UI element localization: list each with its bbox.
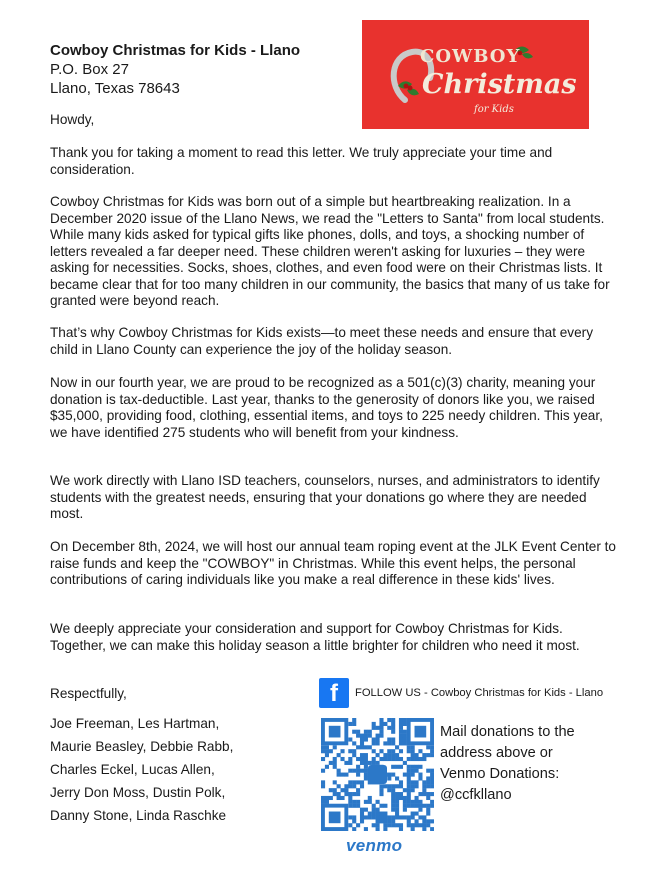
logo-word-for-kids: for Kids	[474, 104, 514, 115]
facebook-icon[interactable]	[319, 678, 349, 708]
paragraph-origin-story: Cowboy Christmas for Kids was born out of a simple but heartbreaking realization. In a December 2020 issue of the Llano News, we read the "Letters to Santa" from local students. While many kids asked for typical gifts like phones, dolls, and toys, a shocking number of letters revealed a far deeper need. These children weren't asking for luxuries – they were asking for necessities. Socks, shoes, clothes, and even food were on their Christmas lists. It became clear that for too many children in our community, the basics that many of us take for granted were beyond reach.	[50, 194, 610, 308]
facebook-glyph: f	[330, 680, 338, 707]
signer-line: Charles Eckel, Lucas Allen,	[50, 762, 215, 777]
signer-line: Danny Stone, Linda Raschke	[50, 808, 227, 823]
signer-line: Maurie Beasley, Debbie Rabb,	[50, 739, 234, 754]
paragraph-closing: We deeply appreciate your consideration and support for Cowboy Christmas for Kids. Together, we can make this holiday season a little brighter for children who need it most.	[50, 621, 580, 653]
holly-leaf-icon	[522, 53, 533, 58]
greeting: Howdy,	[50, 112, 95, 127]
organization-name: Cowboy Christmas for Kids - Llano	[50, 42, 301, 59]
venmo-handle: @ccfkllano	[440, 787, 512, 803]
mail-line: Venmo Donations:	[440, 766, 560, 782]
venmo-qr-code[interactable]	[321, 718, 434, 831]
paragraph-thank-you: Thank you for taking a moment to read this letter. We truly appreciate your time and consideration.	[50, 145, 553, 177]
mail-line: Mail donations to the	[440, 724, 575, 740]
logo-word-christmas: Christmas	[422, 69, 577, 100]
logo-word-cowboy: COWBOY	[420, 46, 521, 67]
address-line-1: P.O. Box 27	[50, 61, 129, 78]
signers-list	[50, 712, 233, 827]
paragraph-roping-event: On December 8th, 2024, we will host our annual team roping event at the JLK Event Center to raise funds and keep the "COWBOY" in Christmas. While this event helps, the personal contributions of caring individuals like you make a real difference in these kids' lives.	[50, 539, 616, 587]
paragraph-partners: We work directly with Llano ISD teachers, counselors, nurses, and administrators to identify students with the greatest needs, ensuring that your donations go where they are needed most.	[50, 473, 600, 521]
signer-line: Joe Freeman, Les Hartman,	[50, 716, 220, 731]
paragraph-charity-status: Now in our fourth year, we are proud to be recognized as a 501(c)(3) charity, meaning your donation is tax-deductible. Last year, thanks to the generosity of donors like you, we raised $35,000, providing food, clothing, essential items, and toys to 225 needy children. This year, we have identified 275 students who will benefit from your kindness.	[50, 375, 603, 440]
follow-us-link[interactable]: FOLLOW US - Cowboy Christmas for Kids - Llano	[355, 687, 604, 699]
mail-line: address above or	[440, 745, 553, 761]
paragraph-mission: That’s why Cowboy Christmas for Kids exists—to meet these needs and ensure that every child in Llano County can experience the joy of the holiday season.	[50, 325, 593, 357]
address-line-2: Llano, Texas 78643	[50, 80, 180, 97]
signer-line: Jerry Don Moss, Dustin Polk,	[50, 785, 226, 800]
mail-donations-info	[440, 722, 640, 806]
holly-berry-icon	[408, 86, 413, 91]
sign-off: Respectfully,	[50, 686, 127, 701]
venmo-logo: venmo	[346, 836, 403, 855]
